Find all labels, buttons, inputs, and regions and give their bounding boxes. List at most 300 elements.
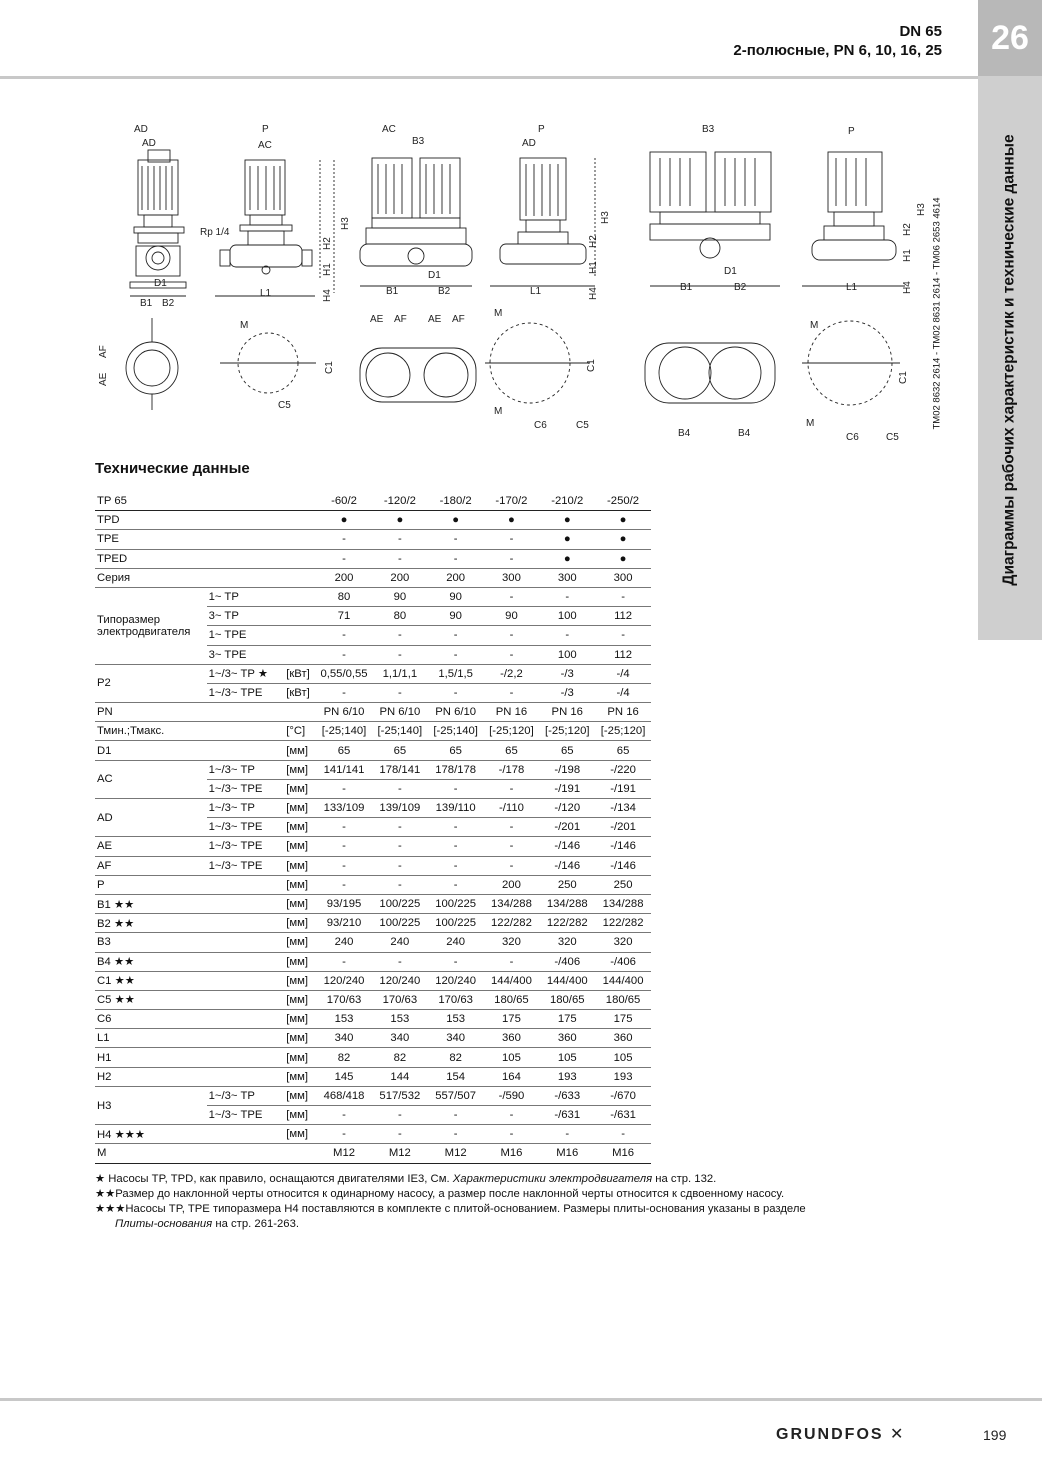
dim-label-c1-3: C1	[898, 371, 909, 384]
table-value: -/4	[595, 683, 651, 702]
table-row-unit: [мм]	[284, 779, 316, 798]
table-value: -	[372, 645, 428, 664]
dim-label-ae-2: AE	[428, 314, 442, 325]
table-row-sublabel: 3~ TPE	[207, 645, 285, 664]
table-row-unit	[284, 549, 316, 568]
table-value: -/3	[539, 664, 595, 683]
table-row-unit: [мм]	[284, 799, 316, 818]
dim-label-h2-3: H2	[902, 223, 913, 236]
drawing-codes: TM02 8632 2614 - TM02 8631 2614 - TM06 2653 4614	[931, 197, 943, 430]
dim-label-h4: H4	[322, 289, 333, 302]
table-value: 141/141	[316, 760, 372, 779]
table-row-unit: [°C]	[284, 722, 316, 741]
footnotes	[95, 1172, 915, 1232]
table-value: -	[539, 1125, 595, 1144]
table-value: 180/65	[539, 990, 595, 1009]
table-row-sublabel	[207, 1125, 285, 1144]
dim-label-m-3: M	[494, 406, 503, 417]
table-value: 250	[539, 875, 595, 894]
drawing-single-pump-front	[215, 160, 334, 296]
table-header-row	[95, 492, 651, 511]
table-value: -/201	[595, 818, 651, 837]
table-value: [-25;120]	[484, 722, 540, 741]
table-row-unit: [мм]	[284, 1106, 316, 1125]
table-row-group-label: AD	[95, 799, 207, 837]
table-row-unit	[284, 645, 316, 664]
dim-label-b4: B4	[678, 428, 691, 439]
table-column-header: -180/2	[428, 492, 484, 511]
table-row-unit: [мм]	[284, 856, 316, 875]
table-column-header: -60/2	[316, 492, 372, 511]
table-row	[95, 933, 651, 952]
table-value: ●	[539, 511, 595, 530]
table-value: 144	[372, 1067, 428, 1086]
table-value: -	[428, 683, 484, 702]
table-value: 1,1/1,1	[372, 664, 428, 683]
table-value: -	[484, 818, 540, 837]
dim-label-m: M	[240, 320, 249, 331]
header-title	[733, 22, 942, 60]
table-value: PN 6/10	[428, 703, 484, 722]
table-value: -	[484, 856, 540, 875]
dim-label-ad: AD	[134, 124, 148, 135]
table-value: -	[428, 626, 484, 645]
dim-label-ac: AC	[258, 140, 272, 151]
table-value: 100	[539, 645, 595, 664]
table-row-sublabel	[207, 568, 285, 587]
table-row-sublabel: 1~/3~ TPE	[207, 683, 285, 702]
table-value: 300	[539, 568, 595, 587]
table-row-sublabel: 1~/3~ TPE	[207, 818, 285, 837]
dim-label-b1: B1	[140, 298, 153, 309]
table-value: 144/400	[595, 971, 651, 990]
table-row-sublabel	[207, 1029, 285, 1048]
table-value: 133/109	[316, 799, 372, 818]
dim-label-c6: C6	[534, 420, 547, 431]
table-value: 193	[539, 1067, 595, 1086]
dim-label-m-4: M	[810, 320, 819, 331]
table-row	[95, 837, 651, 856]
table-row	[95, 1067, 651, 1086]
table-value: 100/225	[372, 914, 428, 933]
table-value: 517/532	[372, 1086, 428, 1105]
table-row	[95, 1010, 651, 1029]
table-value: 175	[484, 1010, 540, 1029]
table-value: -/120	[539, 799, 595, 818]
table-value: -	[428, 549, 484, 568]
table-column-header: -120/2	[372, 492, 428, 511]
grundfos-x-icon: ✕	[890, 1426, 906, 1443]
table-value: 120/240	[428, 971, 484, 990]
table-value: -/198	[539, 760, 595, 779]
table-value: [-25;140]	[316, 722, 372, 741]
header-divider	[0, 76, 978, 79]
drawing-single-pump-tpe-large	[802, 152, 905, 286]
table-value: 100	[539, 607, 595, 626]
dim-label-d1-3: D1	[724, 266, 737, 277]
dim-label-b2-3: B2	[734, 282, 747, 293]
table-value: -/146	[539, 837, 595, 856]
table-value: -	[428, 1125, 484, 1144]
table-value: 134/288	[595, 894, 651, 913]
table-value: 240	[372, 933, 428, 952]
table-value: 153	[372, 1010, 428, 1029]
table-value: 82	[316, 1048, 372, 1067]
table-value: M16	[484, 1144, 540, 1163]
table-value: 153	[428, 1010, 484, 1029]
table-row-label: TPD	[95, 511, 207, 530]
dim-label-l1-2: L1	[530, 286, 542, 297]
table-row	[95, 1086, 651, 1105]
table-value: -	[316, 779, 372, 798]
table-row-unit: [мм]	[284, 933, 316, 952]
table-column-header: -170/2	[484, 492, 540, 511]
dim-label-c5: C5	[278, 400, 291, 411]
table-value: -/201	[539, 818, 595, 837]
table-value: -/191	[539, 779, 595, 798]
table-value: 90	[428, 607, 484, 626]
dim-label-b1-3: B1	[680, 282, 693, 293]
table-row	[95, 894, 651, 913]
table-value: PN 6/10	[372, 703, 428, 722]
table-row-label: B3	[95, 933, 207, 952]
table-value: -/146	[539, 856, 595, 875]
table-value: 122/282	[595, 914, 651, 933]
table-row	[95, 914, 651, 933]
table-value: 65	[316, 741, 372, 760]
table-value: M16	[539, 1144, 595, 1163]
table-row	[95, 1144, 651, 1163]
table-row-label: Тмин.;Тмакс.	[95, 722, 207, 741]
table-value: 105	[484, 1048, 540, 1067]
table-value: PN 16	[595, 703, 651, 722]
table-row-unit: [мм]	[284, 837, 316, 856]
table-value: 320	[595, 933, 651, 952]
table-value: 320	[484, 933, 540, 952]
dim-label-ad-2: AD	[142, 138, 156, 149]
dim-label-ae: AE	[370, 314, 384, 325]
table-value: -	[484, 837, 540, 856]
table-value: 170/63	[428, 990, 484, 1009]
table-value: 240	[316, 933, 372, 952]
dim-label-l1-3: L1	[846, 282, 858, 293]
table-value: 120/240	[316, 971, 372, 990]
table-value: -/134	[595, 799, 651, 818]
table-value: [-25;140]	[372, 722, 428, 741]
table-row-unit	[284, 703, 316, 722]
table-value: ●	[372, 511, 428, 530]
table-value: -	[316, 952, 372, 971]
table-value: -/191	[595, 779, 651, 798]
table-value: 134/288	[484, 894, 540, 913]
table-value: -/670	[595, 1086, 651, 1105]
table-value: -	[372, 856, 428, 875]
table-value: -	[484, 530, 540, 549]
table-row-sublabel	[207, 530, 285, 549]
table-row-label: C6	[95, 1010, 207, 1029]
table-value: M12	[372, 1144, 428, 1163]
header-title-line1: DN 65	[899, 23, 942, 40]
dim-label-c1: C1	[324, 361, 335, 374]
table-value: 153	[316, 1010, 372, 1029]
table-column-header: -250/2	[595, 492, 651, 511]
table-value: 90	[372, 587, 428, 606]
dimension-drawings	[90, 118, 940, 448]
dim-label-p-3: P	[848, 126, 855, 137]
table-row-unit: [мм]	[284, 914, 316, 933]
drawing-top-views	[126, 318, 900, 410]
table-value: 154	[428, 1067, 484, 1086]
drawing-single-pump-side	[130, 150, 186, 296]
table-value: 164	[484, 1067, 540, 1086]
table-value: -	[428, 952, 484, 971]
table-row-sublabel: 1~/3~ TPE	[207, 837, 285, 856]
table-value: -/631	[539, 1106, 595, 1125]
table-row-label: L1	[95, 1029, 207, 1048]
table-value: 170/63	[372, 990, 428, 1009]
dim-label-m-2: M	[494, 308, 503, 319]
table-value: -	[316, 1106, 372, 1125]
table-row-sublabel: 1~ TPE	[207, 626, 285, 645]
table-value: 100/225	[428, 894, 484, 913]
table-value: -	[428, 645, 484, 664]
table-row-group-label: P2	[95, 664, 207, 702]
table-value: 93/195	[316, 894, 372, 913]
table-value: -	[539, 587, 595, 606]
table-value: 178/141	[372, 760, 428, 779]
table-value: 178/178	[428, 760, 484, 779]
table-value: 340	[372, 1029, 428, 1048]
table-value: -/406	[595, 952, 651, 971]
table-value: -	[484, 1106, 540, 1125]
table-value: ●	[428, 511, 484, 530]
table-row-label: H4 ★★★	[95, 1125, 207, 1144]
table-value: -	[372, 683, 428, 702]
table-value: -/220	[595, 760, 651, 779]
table-value: -	[372, 837, 428, 856]
table-value: -	[484, 549, 540, 568]
table-row-unit	[284, 587, 316, 606]
table-value: -	[316, 837, 372, 856]
table-value: ●	[484, 511, 540, 530]
table-row-unit: [мм]	[284, 760, 316, 779]
table-value: -/631	[595, 1106, 651, 1125]
table-row-unit	[284, 626, 316, 645]
dim-label-c5-2: C5	[576, 420, 589, 431]
table-value: ●	[316, 511, 372, 530]
table-row-sublabel	[207, 741, 285, 760]
table-value: 240	[428, 933, 484, 952]
table-value: [-25;120]	[539, 722, 595, 741]
dim-label-h2-2: H2	[588, 235, 599, 248]
dim-label-b1-double: B1	[386, 286, 399, 297]
table-value: 170/63	[316, 990, 372, 1009]
table-value: -	[484, 779, 540, 798]
table-value: -/633	[539, 1086, 595, 1105]
table-row-unit: [мм]	[284, 1029, 316, 1048]
table-value: 200	[484, 875, 540, 894]
table-row-label: B1 ★★	[95, 894, 207, 913]
table-value: -/4	[595, 664, 651, 683]
table-row-label: TPE	[95, 530, 207, 549]
table-model-label: TP 65	[95, 492, 316, 511]
table-row-sublabel	[207, 1010, 285, 1029]
table-row-unit: [мм]	[284, 971, 316, 990]
table-value: -/178	[484, 760, 540, 779]
table-value: 82	[428, 1048, 484, 1067]
table-row-label: PN	[95, 703, 207, 722]
table-value: -	[372, 549, 428, 568]
technical-data-table	[95, 492, 651, 1164]
table-value: 90	[428, 587, 484, 606]
table-value: 105	[539, 1048, 595, 1067]
table-value: -/3	[539, 683, 595, 702]
table-row-unit: [мм]	[284, 1010, 316, 1029]
table-row-sublabel	[207, 971, 285, 990]
table-row-sublabel	[207, 1144, 285, 1163]
table-value: 180/65	[595, 990, 651, 1009]
table-value: 139/109	[372, 799, 428, 818]
table-value: [-25;140]	[428, 722, 484, 741]
table-value: 122/282	[484, 914, 540, 933]
dim-label-af-2: AF	[452, 314, 465, 325]
table-row	[95, 511, 651, 530]
table-row-sublabel: 1~/3~ TP	[207, 799, 285, 818]
dim-label-rp: Rp 1/4	[200, 227, 230, 238]
table-row-group-label: H3	[95, 1086, 207, 1124]
table-value: 0,55/0,55	[316, 664, 372, 683]
table-value: 122/282	[539, 914, 595, 933]
table-value: 557/507	[428, 1086, 484, 1105]
table-row	[95, 741, 651, 760]
table-row-unit	[284, 568, 316, 587]
dim-label-l1: L1	[260, 288, 272, 299]
table-value: -	[484, 587, 540, 606]
side-tab	[978, 0, 1042, 640]
table-row-sublabel	[207, 703, 285, 722]
table-row	[95, 587, 651, 606]
table-value: 1,5/1,5	[428, 664, 484, 683]
table-row-sublabel	[207, 990, 285, 1009]
table-value: -	[316, 875, 372, 894]
dim-label-d1-double: D1	[428, 270, 441, 281]
table-value: 468/418	[316, 1086, 372, 1105]
dim-label-ad-3: AD	[522, 138, 536, 149]
table-value: 175	[595, 1010, 651, 1029]
table-row-unit: [кВт]	[284, 683, 316, 702]
drawing-double-pump-tped	[650, 152, 780, 286]
table-value: 71	[316, 607, 372, 626]
table-value: 193	[595, 1067, 651, 1086]
drawing-double-pump	[360, 158, 472, 286]
table-value: 90	[484, 607, 540, 626]
table-value: 65	[539, 741, 595, 760]
table-value: 145	[316, 1067, 372, 1086]
table-value: 300	[484, 568, 540, 587]
table-row-sublabel: 1~/3~ TPE	[207, 779, 285, 798]
table-row	[95, 990, 651, 1009]
table-value: -/146	[595, 837, 651, 856]
dim-label-ae-side: AE	[98, 372, 109, 386]
table-value: 93/210	[316, 914, 372, 933]
table-row-sublabel: 1~/3~ TP	[207, 760, 285, 779]
table-row-unit: [мм]	[284, 1067, 316, 1086]
table-value: 250	[595, 875, 651, 894]
page-number: 199	[983, 1427, 1007, 1443]
table-row	[95, 549, 651, 568]
table-value: 65	[372, 741, 428, 760]
table-value: -	[428, 856, 484, 875]
table-value: -	[484, 626, 540, 645]
section-number: 26	[978, 0, 1042, 76]
side-tab-label: Диаграммы рабочих характеристик и технические данные	[1001, 134, 1018, 586]
table-value: ●	[595, 511, 651, 530]
dim-label-p: P	[262, 124, 269, 135]
table-value: -	[372, 818, 428, 837]
table-value: 82	[372, 1048, 428, 1067]
dim-label-c6-2: C6	[846, 432, 859, 443]
dim-label-h1-2: H1	[588, 261, 599, 274]
table-value: -	[372, 626, 428, 645]
table-value: 65	[595, 741, 651, 760]
table-row-label: AE	[95, 837, 207, 856]
table-value: 360	[484, 1029, 540, 1048]
table-value: 300	[595, 568, 651, 587]
table-value: -	[595, 626, 651, 645]
table-value: ●	[539, 530, 595, 549]
dim-label-p-2: P	[538, 124, 545, 135]
table-value: -/146	[595, 856, 651, 875]
dim-label-b3-2: B3	[702, 124, 715, 135]
table-value: ●	[539, 549, 595, 568]
table-row-sublabel: 3~ TP	[207, 607, 285, 626]
table-row-label: M	[95, 1144, 207, 1163]
table-row-unit: [мм]	[284, 741, 316, 760]
table-row-unit: [кВт]	[284, 664, 316, 683]
table-row-unit: [мм]	[284, 1125, 316, 1144]
table-value: -	[595, 1125, 651, 1144]
footnote-3-cont: Плиты-основания на стр. 261-263.	[115, 1218, 300, 1230]
dim-label-b3: B3	[412, 136, 425, 147]
table-value: -	[316, 626, 372, 645]
table-row	[95, 703, 651, 722]
table-value: 112	[595, 607, 651, 626]
table-value: -/590	[484, 1086, 540, 1105]
table-value: PN 16	[539, 703, 595, 722]
table-row	[95, 952, 651, 971]
table-row	[95, 760, 651, 779]
table-row-unit	[284, 1144, 316, 1163]
table-value: 65	[484, 741, 540, 760]
table-value: 340	[428, 1029, 484, 1048]
grundfos-logo: GRUNDFOS ✕	[776, 1426, 906, 1443]
table-row-label: AF	[95, 856, 207, 875]
table-value: -	[316, 1125, 372, 1144]
table-row	[95, 799, 651, 818]
table-value: -	[316, 856, 372, 875]
table-value: -/406	[539, 952, 595, 971]
table-row	[95, 1029, 651, 1048]
table-row-sublabel	[207, 914, 285, 933]
dim-label-h1-3: H1	[902, 249, 913, 262]
table-value: -	[539, 626, 595, 645]
table-row-label: TPED	[95, 549, 207, 568]
table-row-sublabel	[207, 722, 285, 741]
section-title: Технические данные	[95, 460, 250, 477]
table-row	[95, 856, 651, 875]
table-row-unit	[284, 511, 316, 530]
table-row-unit: [мм]	[284, 990, 316, 1009]
